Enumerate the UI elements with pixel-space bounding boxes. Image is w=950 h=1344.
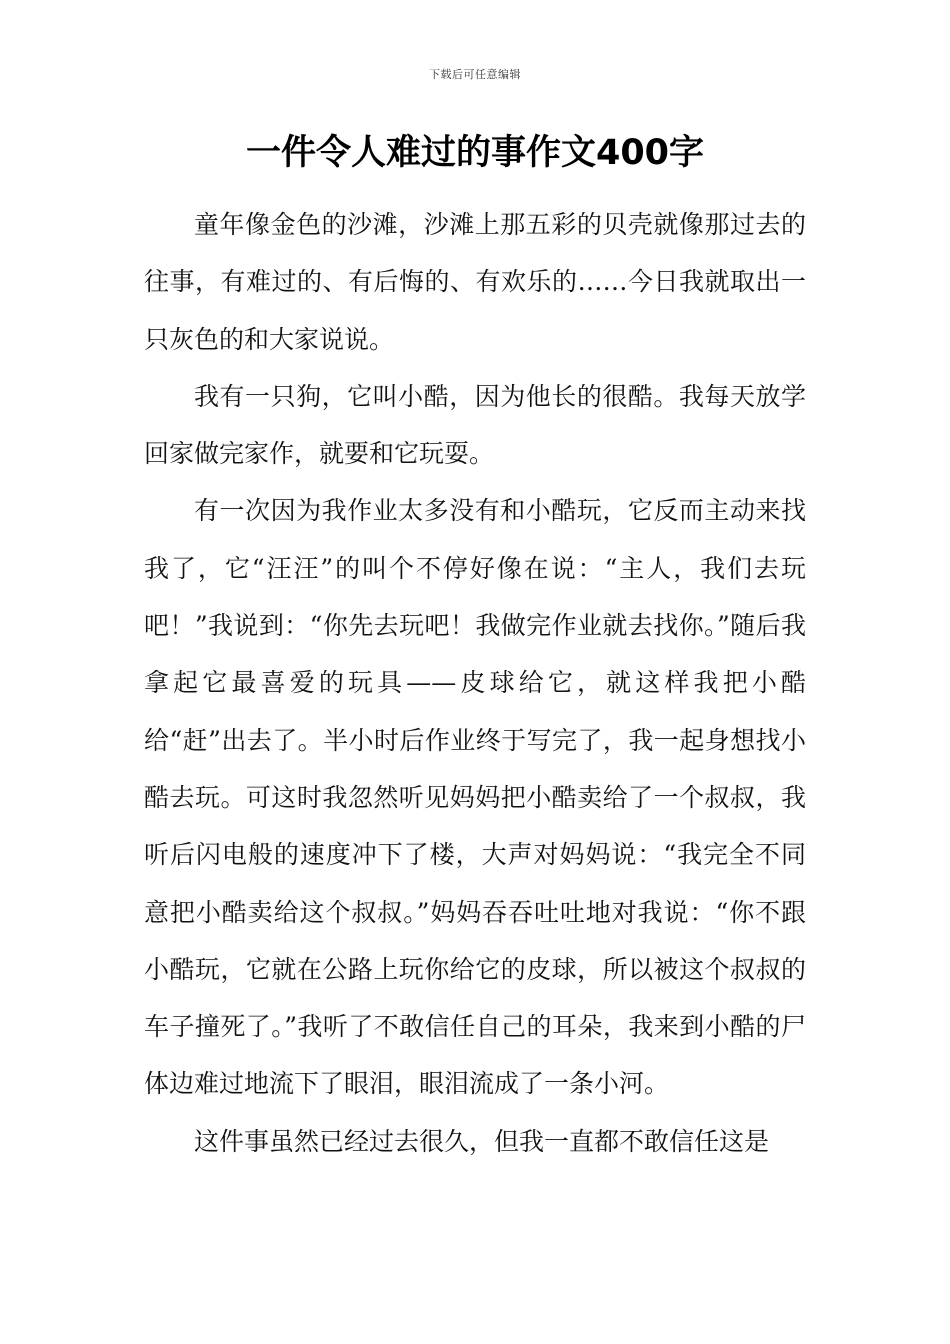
paragraph-1: 童年像金色的沙滩，沙滩上那五彩的贝壳就像那过去的往事，有难过的、有后悔的、有欢乐的……今日我就取出一只灰色的和大家说说。: [144, 210, 806, 354]
essay-body: [144, 196, 806, 1170]
paragraph-4: 这件事虽然已经过去很久，但我一直都不敢信任这是: [194, 1126, 770, 1156]
paragraph-3: 有一次因为我作业太多没有和小酷玩，它反而主动来找我了，它“汪汪”的叫个不停好像在说：“主人，我们去玩吧！”我说到：“你先去玩吧！我做完作业就去找你。”随后我拿起它最喜爱的玩具——皮球给它，就这样我把小酷给“赶”出去了。半小时后作业终于写完了，我一起身想找小酷去玩。可这时我忽然听见妈妈把小酷卖给了一个叔叔，我听后闪电般的速度冲下了楼，大声对妈妈说：“我完全不同意把小酷卖给这个叔叔。”妈妈吞吞吐吐地对我说：“你不跟小酷玩，它就在公路上玩你给它的皮球，所以被这个叔叔的车子撞死了。”我听了不敢信任自己的耳朵，我来到小酷的尸体边难过地流下了眼泪，眼泪流成了一条小河。: [144, 496, 806, 1099]
essay-title: 一件令人难过的事作文400字: [245, 133, 705, 173]
paragraph-2: 我有一只狗，它叫小酷，因为他长的很酷。我每天放学回家做完家作，就要和它玩耍。: [144, 381, 806, 469]
header-note: 下载后可任意编辑: [429, 68, 521, 81]
